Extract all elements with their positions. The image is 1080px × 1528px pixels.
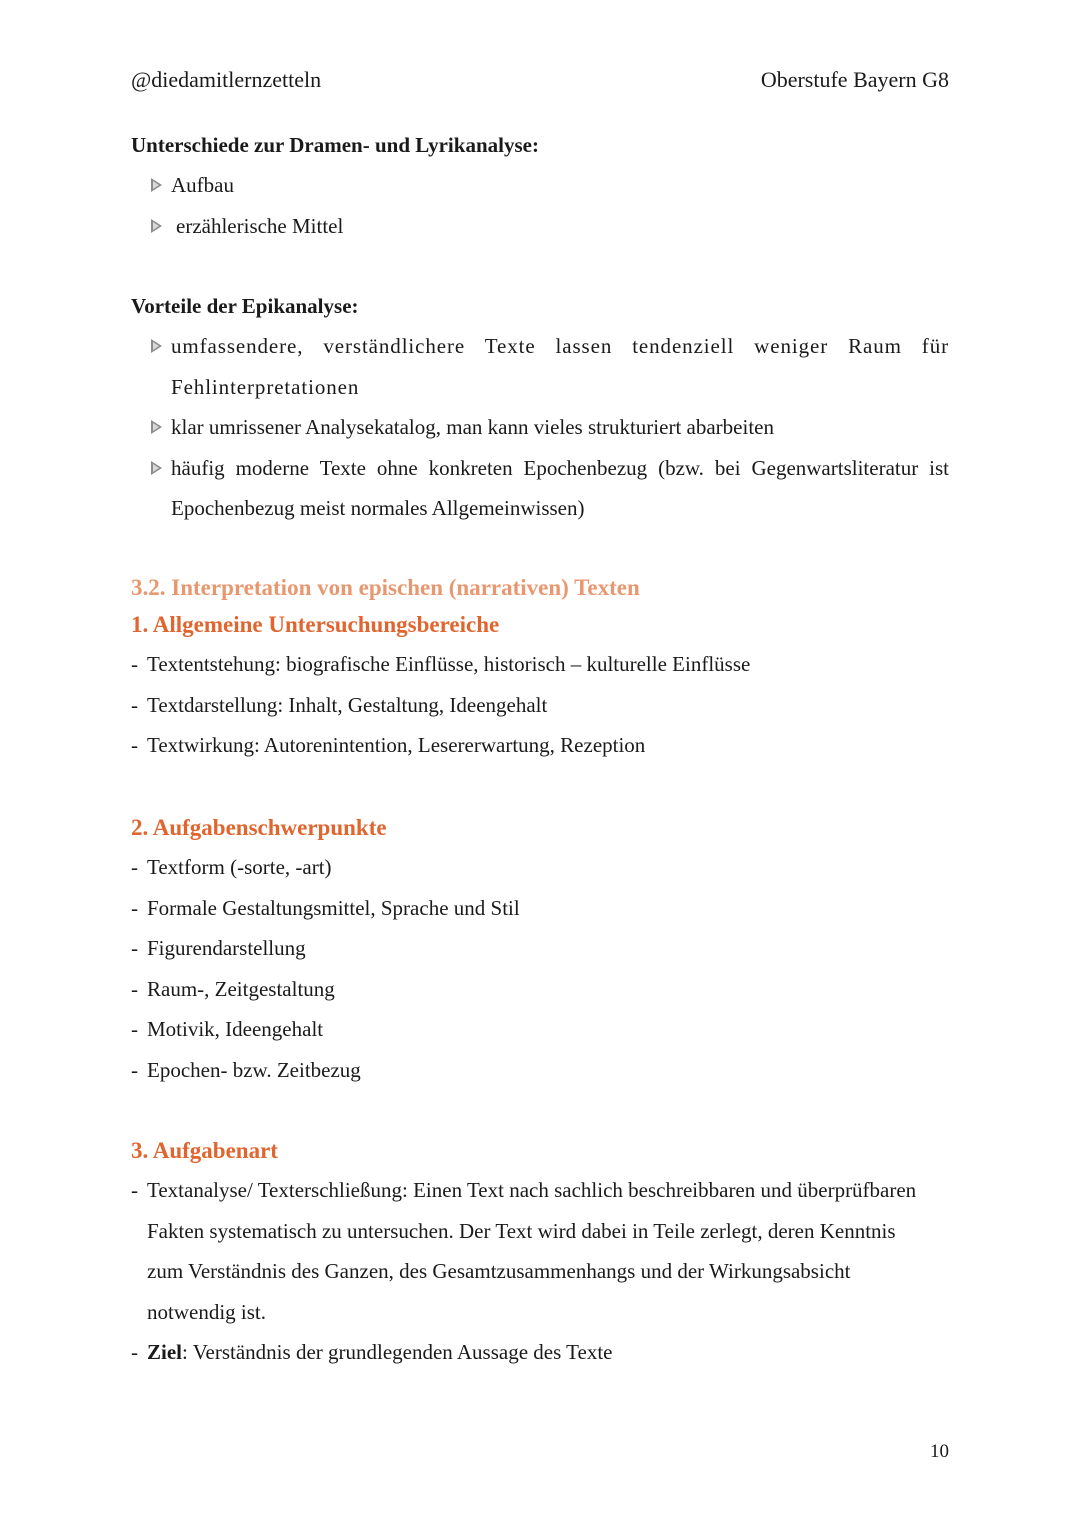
header-handle: @diedamitlernzetteln	[131, 67, 322, 92]
list-item: - Textdarstellung: Inhalt, Gestaltung, Ideengehalt	[131, 692, 548, 717]
list-item: - Epochen- bzw. Zeitbezug	[131, 1057, 361, 1082]
list-item: - Textwirkung: Autorenintention, Lesererwartung, Rezeption	[131, 733, 646, 757]
list-item: erzählerische Mittel	[131, 206, 949, 247]
list-item: - Raum-, Zeitgestaltung	[131, 976, 335, 1001]
aufgabenart-list	[131, 1170, 949, 1373]
list-item: - Textanalyse/ Texterschließung: Einen Text nach sachlich beschreibbaren und überprüfbaren Fakten systematisch zu untersuchen. Der Text wird dabei in Teile zerlegt, deren Kenntnis zum Verständnis des Ganzen, des Gesamtzusammenhangs und der Wirkungsabsicht notwendig ist.	[131, 1178, 917, 1324]
triangle-bullet-icon	[151, 461, 162, 475]
aufgabenart-section	[131, 1132, 949, 1373]
unterschiede-heading: Unterschiede zur Dramen- und Lyrikanalyse:	[131, 133, 539, 157]
header-course: Oberstufe Bayern G8	[760, 67, 949, 92]
allgemeine-heading: 1. Allgemeine Untersuchungsbereiche	[131, 612, 500, 637]
triangle-bullet-icon	[151, 178, 162, 192]
triangle-bullet-icon	[151, 420, 162, 434]
vorteile-heading: Vorteile der Epikanalyse:	[131, 294, 359, 318]
page-number: 10	[930, 1441, 949, 1462]
list-item: - Motivik, Ideengehalt	[131, 1017, 324, 1041]
allgemeine-list	[131, 644, 949, 766]
vorteile-list	[131, 326, 949, 529]
unterschiede-list	[131, 165, 949, 246]
triangle-bullet-icon	[151, 219, 162, 233]
triangle-bullet-icon	[151, 339, 162, 353]
unterschiede-section	[131, 131, 949, 246]
schwerpunkte-section	[131, 809, 949, 1090]
vorteile-section	[131, 292, 949, 529]
schwerpunkte-heading: 2. Aufgabenschwerpunkte	[131, 815, 387, 840]
list-item: klar umrissener Analysekatalog, man kann vieles strukturiert abarbeiten	[131, 407, 949, 448]
list-item: - Textform (-sorte, -art)	[131, 855, 332, 879]
section-title: 3.2. Interpretation von epischen (narrativen) Texten	[131, 575, 640, 600]
list-item: - Figurendarstellung	[131, 936, 306, 960]
list-item: - Textentstehung: biografische Einflüsse, historisch – kulturelle Einflüsse	[131, 652, 751, 676]
list-item: umfassendere, verständlichere Texte lassen tendenziell weniger Raum für Fehlinterpretationen	[131, 326, 949, 407]
list-item: - Ziel: Verständnis der grundlegenden Aussage des Texte	[131, 1340, 613, 1364]
ziel-label: Ziel	[147, 1340, 182, 1364]
list-item: Aufbau	[131, 165, 949, 206]
aufgabenart-heading: 3. Aufgabenart	[131, 1138, 278, 1163]
allgemeine-section	[131, 606, 949, 766]
list-item: - Formale Gestaltungsmittel, Sprache und Stil	[131, 895, 520, 920]
schwerpunkte-list	[131, 847, 949, 1090]
list-item: häufig moderne Texte ohne konkreten Epochenbezug (bzw. bei Gegenwartsliteratur ist Epochenbezug meist normales Allgemeinwissen)	[131, 448, 949, 529]
